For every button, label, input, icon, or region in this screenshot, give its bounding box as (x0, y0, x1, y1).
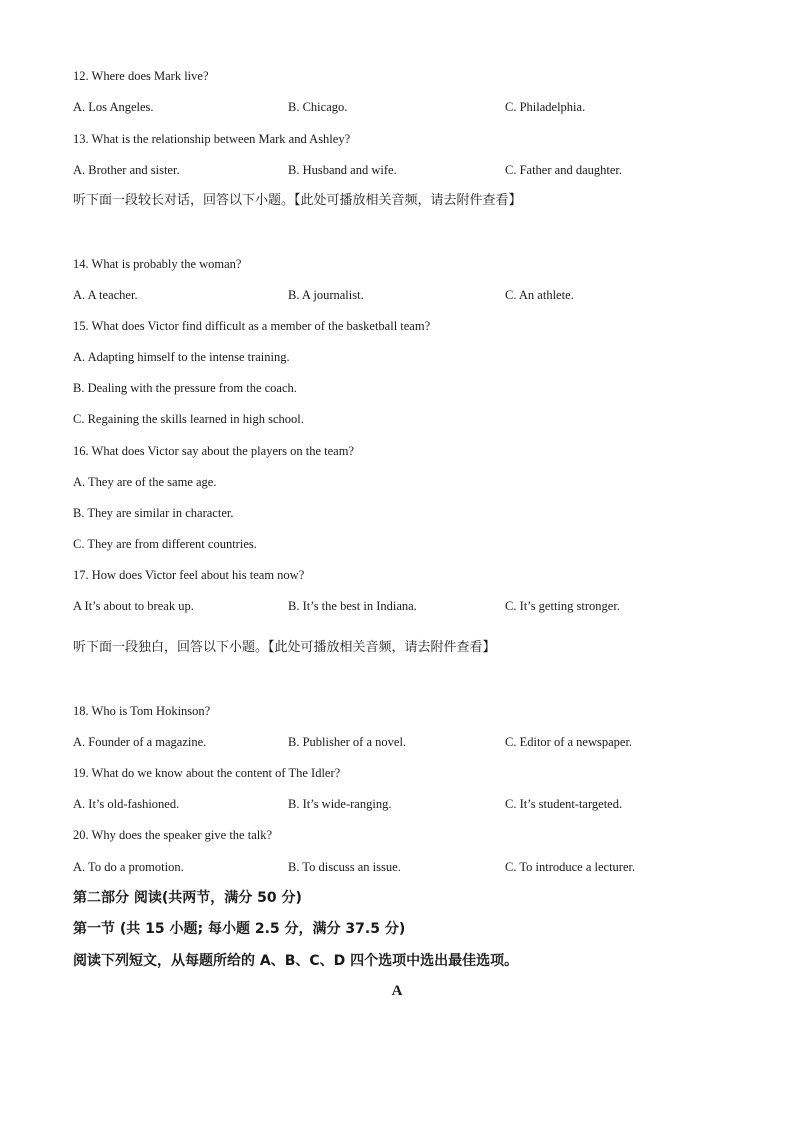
q19-option-c: C. It’s student-targeted. (505, 797, 623, 811)
q17-option-b: B. It’s the best in Indiana. (288, 599, 417, 613)
q15-option-b: B. Dealing with the pressure from the coach. (73, 381, 297, 395)
section-one-heading: 第一节 (共 15 小题; 每小题 2.5 分，满分 37.5 分) (73, 921, 406, 937)
question-17: 17. How does Victor feel about his team now? (73, 568, 305, 582)
question-16: 16. What does Victor say about the players on the team? (73, 444, 354, 458)
q17-option-c: C. It’s getting stronger. (505, 599, 620, 613)
question-13: 13. What is the relationship between Mark and Ashley? (73, 132, 351, 146)
q13-option-a: A. Brother and sister. (73, 163, 180, 177)
q20-option-b: B. To discuss an issue. (288, 860, 401, 874)
q12-option-b: B. Chicago. (288, 100, 348, 114)
reading-directions: 阅读下列短文，从每题所给的 A、B、C、D 四个选项中选出最佳选项。 (73, 953, 519, 969)
q13-option-c: C. Father and daughter. (505, 163, 622, 177)
q15-option-a: A. Adapting himself to the intense training. (73, 350, 290, 364)
q16-option-b: B. They are similar in character. (73, 506, 234, 520)
q16-option-c: C. They are from different countries. (73, 537, 257, 551)
q14-option-c: C. An athlete. (505, 288, 574, 302)
question-20: 20. Why does the speaker give the talk? (73, 828, 273, 842)
question-19: 19. What do we know about the content of The Idler? (73, 766, 341, 780)
q17-option-a: A It’s about to break up. (73, 599, 194, 613)
q18-option-b: B. Publisher of a novel. (288, 735, 407, 749)
part-two-heading: 第二部分 阅读(共两节，满分 50 分) (73, 890, 302, 906)
instruction-long-dialogue: 听下面一段较长对话，回答以下小题。【此处可播放相关音频，请去附件查看】 (73, 193, 522, 208)
q14-option-a: A. A teacher. (73, 288, 138, 302)
q15-option-c: C. Regaining the skills learned in high school. (73, 412, 304, 426)
q20-option-a: A. To do a promotion. (73, 860, 184, 874)
q20-option-c: C. To introduce a lecturer. (505, 860, 636, 874)
q19-option-b: B. It’s wide-ranging. (288, 797, 392, 811)
q19-option-a: A. It’s old-fashioned. (73, 797, 180, 811)
instruction-monologue: 听下面一段独白，回答以下小题。【此处可播放相关音频，请去附件查看】 (73, 640, 496, 655)
passage-label: A (391, 983, 403, 999)
q13-option-b: B. Husband and wife. (288, 163, 397, 177)
question-12: 12. Where does Mark live? (73, 69, 209, 83)
q18-option-a: A. Founder of a magazine. (73, 735, 207, 749)
q18-option-c: C. Editor of a newspaper. (505, 735, 633, 749)
q14-option-b: B. A journalist. (288, 288, 364, 302)
q16-option-a: A. They are of the same age. (73, 475, 217, 489)
q12-option-a: A. Los Angeles. (73, 100, 154, 114)
question-18: 18. Who is Tom Hokinson? (73, 704, 211, 718)
q12-option-c: C. Philadelphia. (505, 100, 586, 114)
question-14: 14. What is probably the woman? (73, 257, 242, 271)
question-15: 15. What does Victor find difficult as a member of the basketball team? (73, 319, 431, 333)
